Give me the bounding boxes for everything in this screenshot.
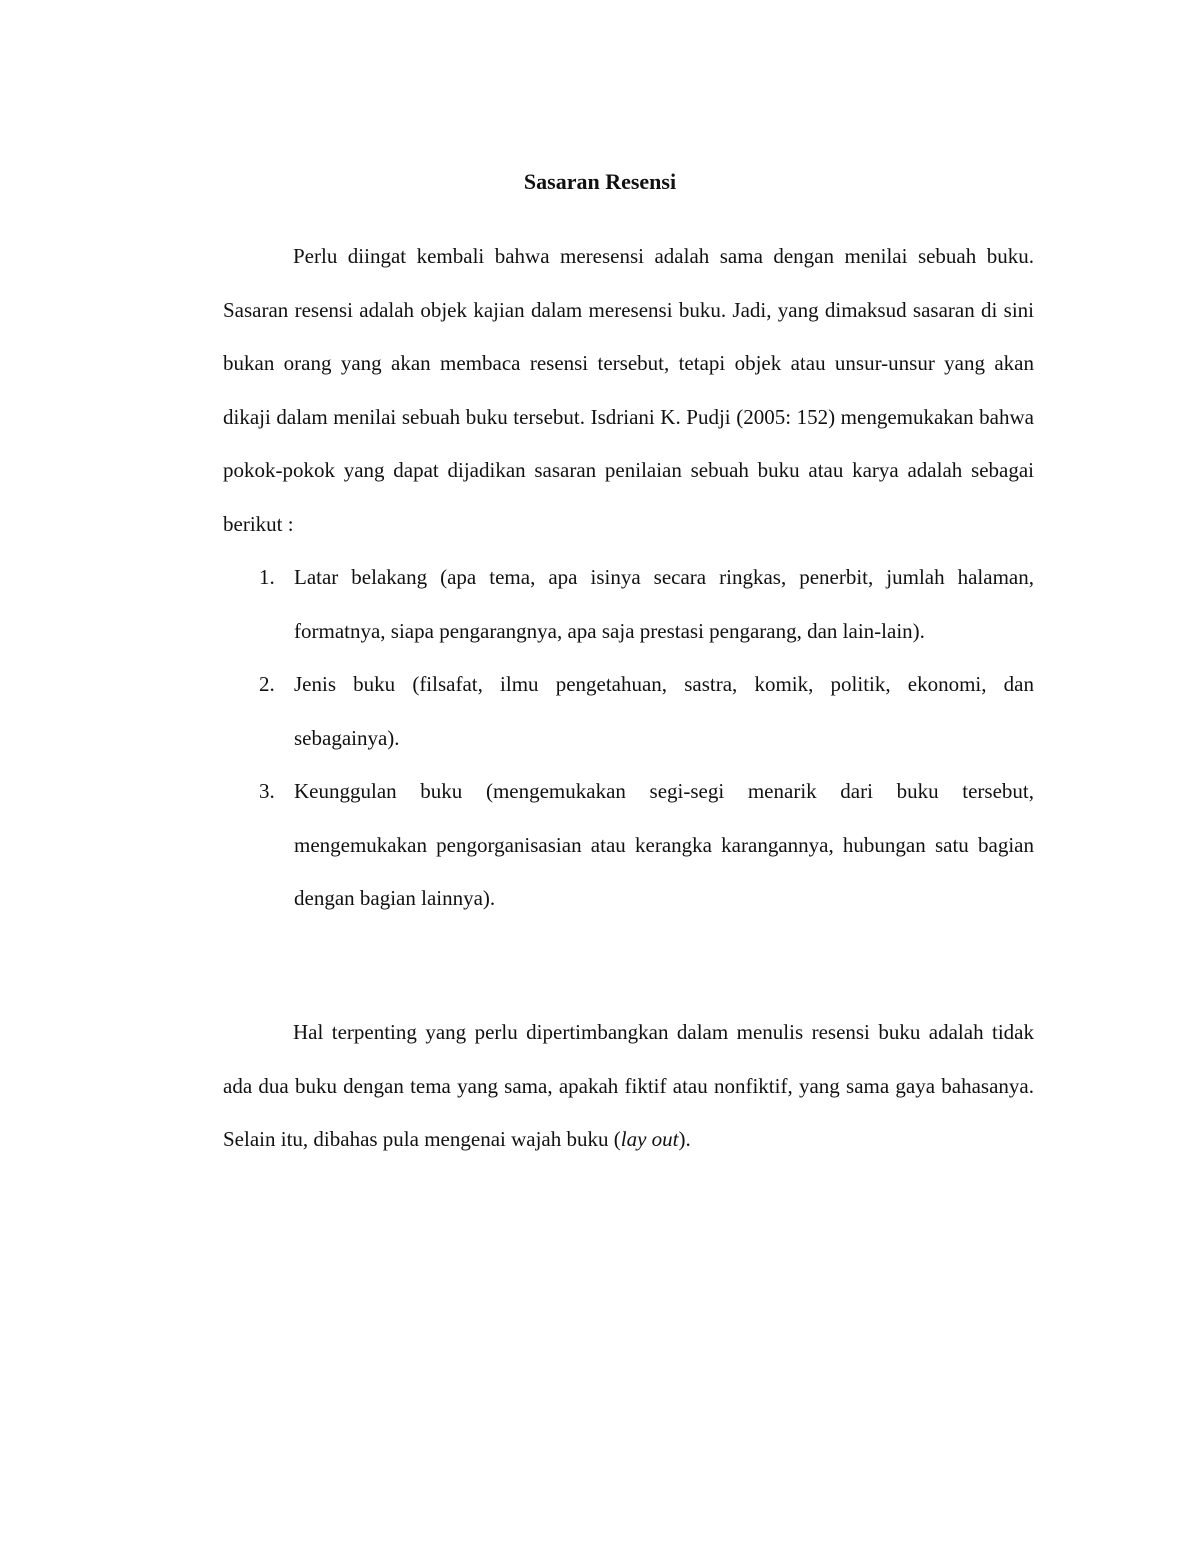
closing-paragraph-end: ). bbox=[678, 1127, 691, 1151]
list-item-number: 3. bbox=[259, 779, 275, 803]
list-item-text: Jenis buku (filsafat, ilmu pengetahuan, sastra, komik, politik, ekonomi, dan sebagainya). bbox=[294, 672, 1034, 750]
list-item bbox=[223, 551, 1034, 658]
list-item bbox=[223, 765, 1034, 926]
closing-paragraph-text: Hal terpenting yang perlu dipertimbangkan dalam menulis resensi buku adalah tidak ada dua buku dengan tema yang sama, apakah fiktif atau nonfiktif, yang sama gaya bahasanya. Selain itu, dibahas pula mengenai wajah buku ( bbox=[223, 1020, 1034, 1151]
criteria-list bbox=[223, 551, 1034, 926]
closing-paragraph-italic: lay out bbox=[620, 1127, 679, 1151]
page-title: Sasaran Resensi bbox=[523, 169, 677, 194]
list-item bbox=[223, 658, 1034, 765]
list-item-number: 1. bbox=[259, 565, 275, 589]
list-item-text: Latar belakang (apa tema, apa isinya secara ringkas, penerbit, jumlah halaman, formatnya, siapa pengarangnya, apa saja prestasi pengarang, dan lain-lain). bbox=[294, 565, 1034, 643]
list-item-text: Keunggulan buku (mengemukakan segi-segi menarik dari buku tersebut, mengemukakan pengorganisasian atau kerangka karangannya, hubungan satu bagian dengan bagian lainnya). bbox=[294, 779, 1034, 910]
list-item-number: 2. bbox=[259, 672, 275, 696]
intro-paragraph: Perlu diingat kembali bahwa meresensi adalah sama dengan menilai sebuah buku. Sasaran resensi adalah objek kajian dalam meresensi buku. Jadi, yang dimaksud sasaran di sini bukan orang yang akan membaca resensi tersebut, tetapi objek atau unsur-unsur yang akan dikaji dalam menilai sebuah buku tersebut. Isdriani K. Pudji (2005: 152) mengemukakan bahwa pokok-pokok yang dapat dijadikan sasaran penilaian sebuah buku atau karya adalah sebagai berikut : bbox=[223, 244, 1034, 536]
closing-paragraph bbox=[223, 1006, 1034, 1167]
